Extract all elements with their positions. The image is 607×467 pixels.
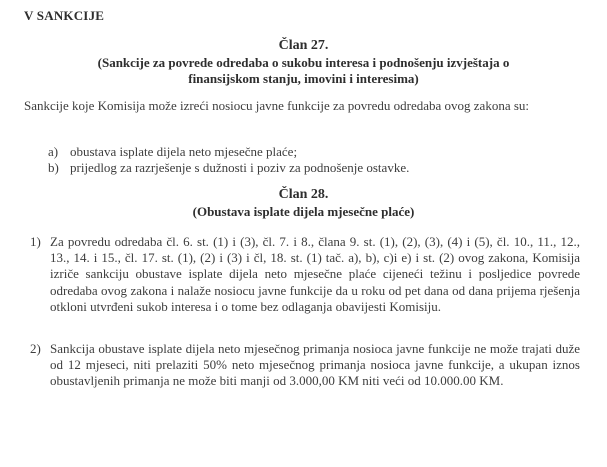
article-28-paragraph-2	[30, 341, 580, 390]
article-28-paragraph-1	[30, 234, 580, 315]
list-marker: a)	[48, 144, 59, 159]
article-27-subtitle-line1: (Sankcije za povrede odredaba o sukobu interesa i podnošenju izvještaja o	[97, 55, 510, 70]
list-item	[48, 144, 409, 160]
article-28-title: Član 28.	[278, 187, 329, 202]
article-27-subtitle-line2: finansijskom stanju, imovini i interesima)	[188, 71, 419, 86]
paragraph-text: Za povredu odredaba čl. 6. st. (1) i (3), čl. 7. i 8., člana 9. st. (1), (2), (3), (4) i (5), čl. 10., 11., 12., 13., 14. i 15., čl. 17. st. (1), (2) i (3) i čl, 18. st. (1) tač. a), b), c)i e) i st. (2) ovog zakona, Komisija izriče sankciju obustave isplate dijela neto mjesečne plaće cijeneći težinu i posljedice povrede odredaba ovog zakona i nalaže nosiocu javne funkcije da u roku od pet dana od dana prijema rješenja otkloni utvrđeni sukob interesa i o tome bez odlaganja obavijesti Komisiju.	[50, 234, 580, 314]
list-marker: b)	[48, 160, 59, 175]
list-item-text: obustava isplate dijela neto mjesečne plaće;	[70, 144, 298, 159]
article-28-subtitle: (Obustava isplate dijela mjesečne plaće)	[192, 204, 415, 219]
article-27-title: Član 27.	[278, 38, 329, 53]
paragraph-marker: 1)	[30, 234, 41, 249]
paragraph-text: Sankcija obustave isplate dijela neto mjesečnog primanja nosioca javne funkcije ne može trajati duže od 12 mjeseci, niti prelaziti 50% neto mjesečnog primanja nosioca javne funkcije, a ukupan iznos obustavljenih primanja ne može biti manji od 3.000,00 KM niti veći od 10.000.00 KM.	[50, 341, 580, 389]
article-27-sanctions-list	[48, 144, 409, 176]
list-item-text: prijedlog za razrješenje s dužnosti i poziv za podnošenje ostavke.	[70, 160, 410, 175]
list-item	[48, 160, 409, 176]
section-heading: V SANKCIJE	[24, 8, 105, 23]
article-27-intro: Sankcije koje Komisija može izreći nosiocu javne funkcije za povredu odredaba ovog zakona su:	[24, 98, 530, 113]
paragraph-marker: 2)	[30, 341, 41, 356]
